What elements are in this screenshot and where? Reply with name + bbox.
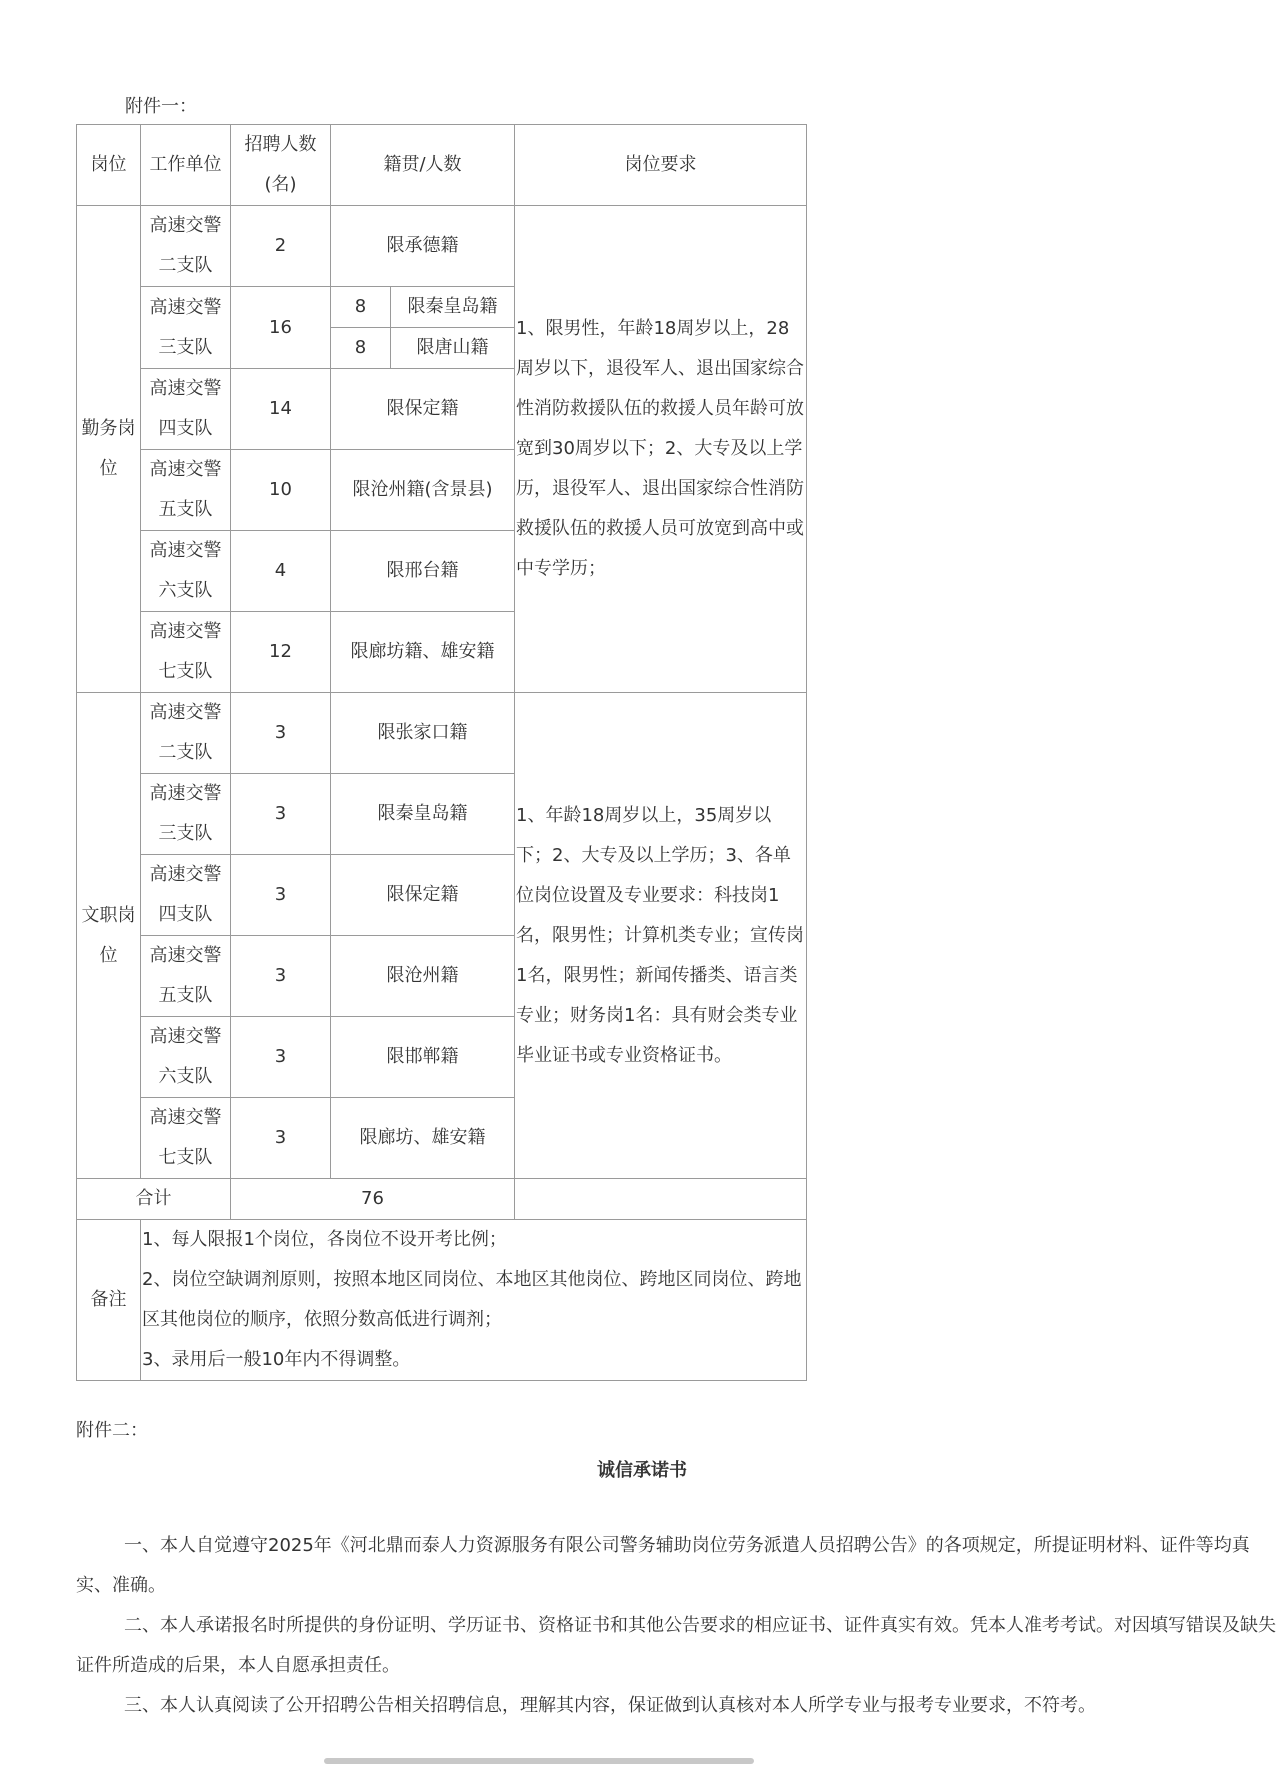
- count-cell: 14: [231, 369, 331, 450]
- note-item: 3、录用后一般10年内不得调整。: [142, 1349, 411, 1370]
- annex2-label: 附件二：: [76, 1420, 148, 1441]
- header-origin: 籍贯/人数: [331, 125, 515, 206]
- annex1-label: 附件一：: [125, 96, 197, 117]
- clerical-post-cell: 文职岗位: [77, 693, 141, 1179]
- notes-cell: [141, 1220, 807, 1381]
- unit-cell: 高速交警六支队: [141, 1017, 231, 1098]
- header-requirements: 岗位要求: [515, 125, 807, 206]
- origin-cell: 限邢台籍: [331, 531, 515, 612]
- origin-cell: 限张家口籍: [331, 693, 515, 774]
- total-row: [77, 1179, 807, 1220]
- duty-post-cell: 勤务岗位: [77, 206, 141, 693]
- unit-cell: 高速交警四支队: [141, 855, 231, 936]
- origin-cell: 限保定籍: [331, 369, 515, 450]
- total-value: 76: [231, 1179, 515, 1220]
- unit-cell: 高速交警三支队: [141, 774, 231, 855]
- origin-cell: 限秦皇岛籍: [331, 774, 515, 855]
- pledge-paragraph: 二、本人承诺报名时所提供的身份证明、学历证书、资格证书和其他公告要求的相应证书、证件真实有效。凭本人准考考试。对因填写错误及缺失证件所造成的后果，本人自愿承担责任。: [76, 1615, 1276, 1676]
- total-empty-cell: [515, 1179, 807, 1220]
- clerical-requirements-cell: 1、年龄18周岁以上，35周岁以下；2、大专及以上学历；3、各单位岗位设置及专业要求：科技岗1名，限男性；计算机类专业；宣传岗1名，限男性；新闻传播类、语言类专业；财务岗1名：具有财会类专业毕业证书或专业资格证书。: [515, 693, 807, 1179]
- sub-origin-cell: 限唐山籍: [391, 328, 515, 369]
- count-cell: 3: [231, 855, 331, 936]
- unit-cell: 高速交警七支队: [141, 1098, 231, 1179]
- table-row: [77, 693, 807, 774]
- recruitment-table: [76, 124, 807, 1381]
- count-cell: 3: [231, 1098, 331, 1179]
- notes-label: 备注: [77, 1220, 141, 1381]
- note-item: 2、岗位空缺调剂原则，按照本地区同岗位、本地区其他岗位、跨地区同岗位、跨地区其他岗位的顺序，依照分数高低进行调剂；: [142, 1269, 802, 1330]
- origin-cell: 限邯郸籍: [331, 1017, 515, 1098]
- count-cell: 3: [231, 774, 331, 855]
- unit-cell: 高速交警七支队: [141, 612, 231, 693]
- count-cell: 3: [231, 1017, 331, 1098]
- origin-cell: 限廊坊、雄安籍: [331, 1098, 515, 1179]
- notes-row: [77, 1220, 807, 1381]
- count-cell: 3: [231, 693, 331, 774]
- count-cell: 12: [231, 612, 331, 693]
- count-cell: 4: [231, 531, 331, 612]
- header-post: 岗位: [77, 125, 141, 206]
- count-cell: 10: [231, 450, 331, 531]
- unit-cell: 高速交警六支队: [141, 531, 231, 612]
- table-row: [77, 206, 807, 287]
- sub-count-cell: 8: [331, 287, 391, 328]
- sub-origin-cell: 限秦皇岛籍: [391, 287, 515, 328]
- unit-cell: 高速交警二支队: [141, 693, 231, 774]
- count-cell: 2: [231, 206, 331, 287]
- origin-cell: 限承德籍: [331, 206, 515, 287]
- sub-count-cell: 8: [331, 328, 391, 369]
- unit-cell: 高速交警二支队: [141, 206, 231, 287]
- unit-cell: 高速交警三支队: [141, 287, 231, 369]
- origin-cell: 限沧州籍: [331, 936, 515, 1017]
- note-item: 1、每人限报1个岗位，各岗位不设开考比例；: [142, 1229, 507, 1250]
- unit-cell: 高速交警五支队: [141, 450, 231, 531]
- total-label: 合计: [77, 1179, 231, 1220]
- pledge-paragraph: 一、本人自觉遵守2025年《河北鼎而泰人力资源服务有限公司警务辅助岗位劳务派遣人员招聘公告》的各项规定，所提证明材料、证件等均真实、准确。: [76, 1535, 1250, 1596]
- origin-cell: 限沧州籍(含景县): [331, 450, 515, 531]
- count-cell: 16: [231, 287, 331, 369]
- pledge-title: 诚信承诺书: [597, 1460, 687, 1481]
- horizontal-scrollbar[interactable]: [324, 1758, 754, 1764]
- count-cell: 3: [231, 936, 331, 1017]
- unit-cell: 高速交警四支队: [141, 369, 231, 450]
- header-unit: 工作单位: [141, 125, 231, 206]
- origin-cell: 限保定籍: [331, 855, 515, 936]
- header-count: 招聘人数(名): [231, 125, 331, 206]
- table-header-row: [77, 125, 807, 206]
- unit-cell: 高速交警五支队: [141, 936, 231, 1017]
- pledge-paragraph: 三、本人认真阅读了公开招聘公告相关招聘信息，理解其内容，保证做到认真核对本人所学专业与报考专业要求，不符考。: [124, 1695, 1096, 1716]
- duty-requirements-cell: 1、限男性，年龄18周岁以上，28周岁以下，退役军人、退出国家综合性消防救援队伍的救援人员年龄可放宽到30周岁以下；2、大专及以上学历，退役军人、退出国家综合性消防救援队伍的救援人员可放宽到高中或中专学历；: [515, 206, 807, 693]
- origin-cell: 限廊坊籍、雄安籍: [331, 612, 515, 693]
